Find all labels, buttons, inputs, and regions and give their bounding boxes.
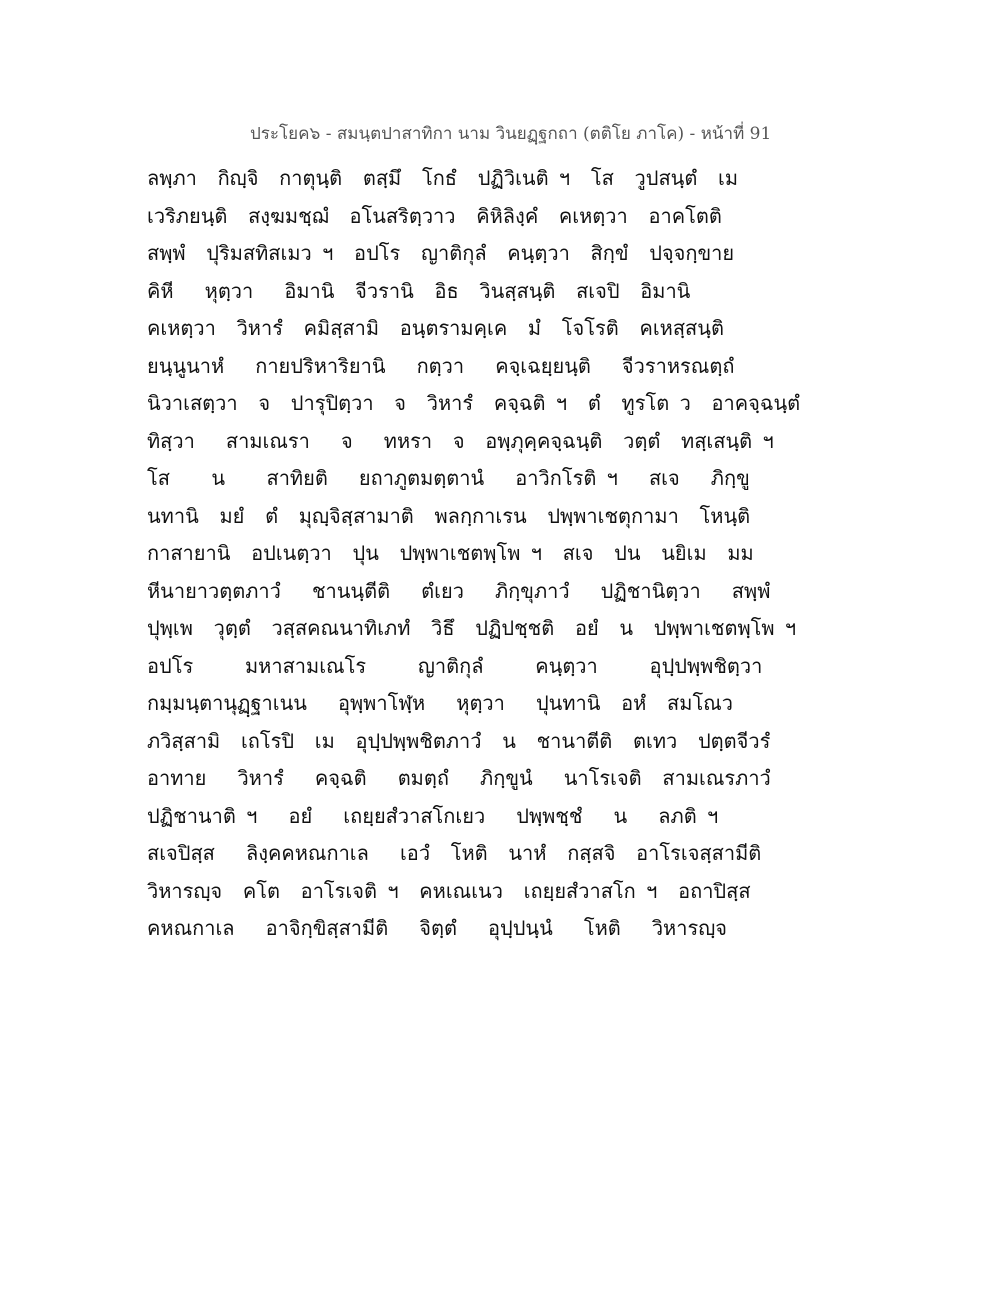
text-line: กมฺมนฺตานุฏฺฐาเนน อุพฺพาโฬฺห หุตฺวา ปุนทานิ อหํ สมโณว (147, 691, 733, 715)
text-line: ภวิสฺสามิ เถโรปิ เม อุปฺปพฺพชิตภาวํ น ชานาตีติ ตเทว ปตฺตจีวรํ (147, 728, 771, 753)
text-line: คหณกาเล อาจิกฺขิสฺสามีติ จิตฺตํ อุปฺปนฺนํ โหติ วิหารญฺจ (147, 916, 727, 940)
text-line: คิหี หุตฺวา อิมานิ จีวรานิ อิธ วินสฺสนฺติ สเจปิ อิมานิ (147, 278, 691, 303)
text-line: ปฏิชานาติ ฯ อยํ เถยฺยสํวาสโกเยว ปพฺพชฺชํ น ลภติ ฯ (147, 803, 719, 828)
text-line: นทานิ มยํ ตํ มุญฺจิสฺสามาติ พลกฺกาเรน ปพฺพาเชตุกามา โหนฺติ (147, 503, 751, 528)
text-line: เวริภยนฺติ สงฺฆมชฺฌํ อโนสริตฺวาว คิหิลิงฺคํ คเหตฺวา อาคโตติ (147, 203, 722, 228)
text-line: ทิสฺวา สามเณรา จ ทหรา จ อพฺภุคฺคจฺฉนฺติ วตฺตํ ทสฺเสนฺติ ฯ (147, 428, 774, 453)
text-line: นิวาเสตฺวา จ ปารุปิตฺวา จ วิหารํ คจฺฉติ ฯ ตํ ทูรโต ว อาคจฺฉนฺตํ (147, 391, 801, 415)
text-line: วิหารญฺจ คโต อาโรเจติ ฯ คหเณเนว เถยฺยสํวาสโก ฯ อถาปิสฺส (147, 878, 751, 903)
text-line: อาทาย วิหารํ คจฺฉติ ตมตฺถํ ภิกฺขูนํ นาโรเจติ สามเณรภาวํ (147, 766, 771, 790)
text-line: สพฺพํ ปุริมสทิสเมว ฯ อปโร ญาติกุลํ คนฺตฺวา สิกฺขํ ปจฺจกฺขาย (147, 241, 735, 265)
text-line: กาสายานิ อปเนตฺวา ปุน ปพฺพาเชตพฺโพ ฯ สเจ ปน นยิเม มม (147, 541, 754, 565)
text-line: คเหตฺวา วิหารํ คมิสฺสามิ อนฺตรามคฺเค มํ โจโรติ คเหสฺสนฺติ (147, 316, 724, 340)
text-line: หีนายาวตฺตภาวํ ชานนฺตีติ ตํเยว ภิกฺขุภาวํ ปฏิชานิตฺวา สพฺพํ (147, 578, 771, 603)
text-line: ลพฺภา กิญฺจิ กาตุนฺติ ตสฺมึ โกธํ ปฏิวิเนติ ฯ โส วูปสนฺตํ เม (147, 166, 739, 190)
body-text (147, 160, 867, 948)
page-header: ประโยค๖ - สมนฺตปาสาทิกา นาม วินยฏฺฐกถา (ตติโย ภาโค) - หน้าที่ 91 (250, 124, 772, 144)
text-line: สเจปิสฺส ลิงฺคคหณกาเล เอวํ โหติ นาหํ กสฺสจิ อาโรเจสฺสามีติ (147, 841, 762, 865)
text-line: ปุพฺเพ วุตฺตํ วสฺสคณนาทิเภทํ วิธึ ปฏิปชฺชติ อยํ น ปพฺพาเชตพฺโพ ฯ (147, 616, 797, 640)
text-line: ยนฺนูนาหํ กายปริหาริยานิ กตฺวา คจฺเฉยฺยนฺติ จีวราหรณตฺถํ (147, 353, 735, 378)
text-line: อปโร มหาสามเณโร ญาติกุลํ คนฺตฺวา อุปฺปพฺพชิตฺวา (147, 653, 763, 678)
text-line: โส น สาทิยติ ยถาภูตมตฺตานํ อาวิกโรติ ฯ สเจ ภิกฺขู (147, 466, 750, 490)
